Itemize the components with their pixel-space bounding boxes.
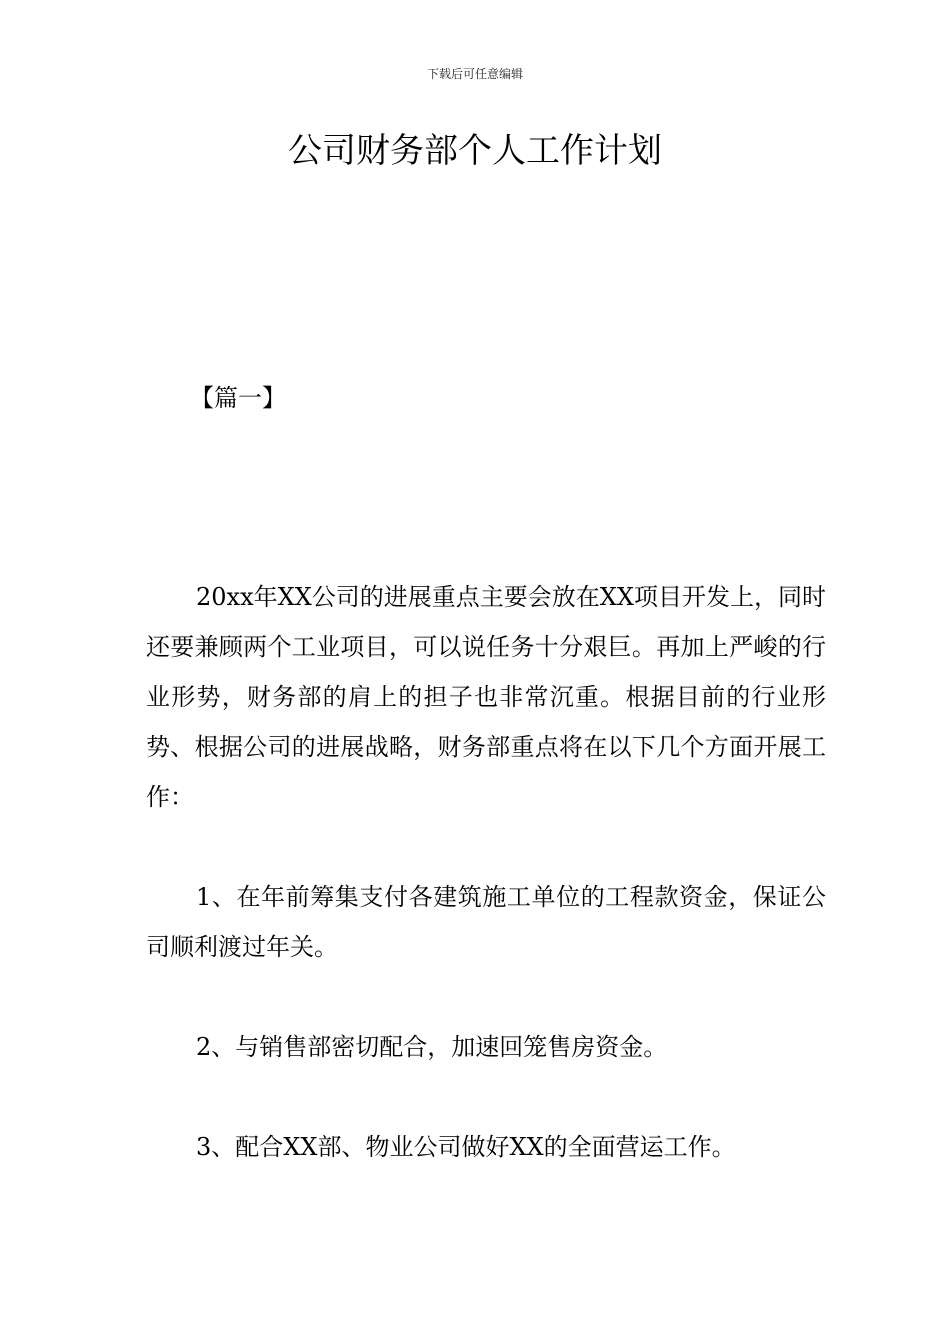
list-item-1: 1、在年前筹集支付各建筑施工单位的工程款资金，保证公司顺利渡过年关。	[146, 883, 826, 961]
list-item-3: 3、配合XX部、物业公司做好XX的全面营运工作。	[196, 1133, 736, 1161]
document-title: 公司财务部个人工作计划	[288, 131, 662, 171]
section-label: 【篇一】	[190, 384, 286, 412]
intro-paragraph: 20xx年XX公司的进展重点主要会放在XX项目开发上，同时还要兼顾两个工业项目，可以说任务十分艰巨。再加上严峻的行业形势，财务部的肩上的担子也非常沉重。根据目前的行业形势、根据公司的进展战略，财务部重点将在以下几个方面开展工作：	[146, 583, 826, 811]
list-item-2: 2、与销售部密切配合，加速回笼售房资金。	[196, 1033, 668, 1061]
header-note: 下载后可任意编辑	[426, 67, 523, 81]
